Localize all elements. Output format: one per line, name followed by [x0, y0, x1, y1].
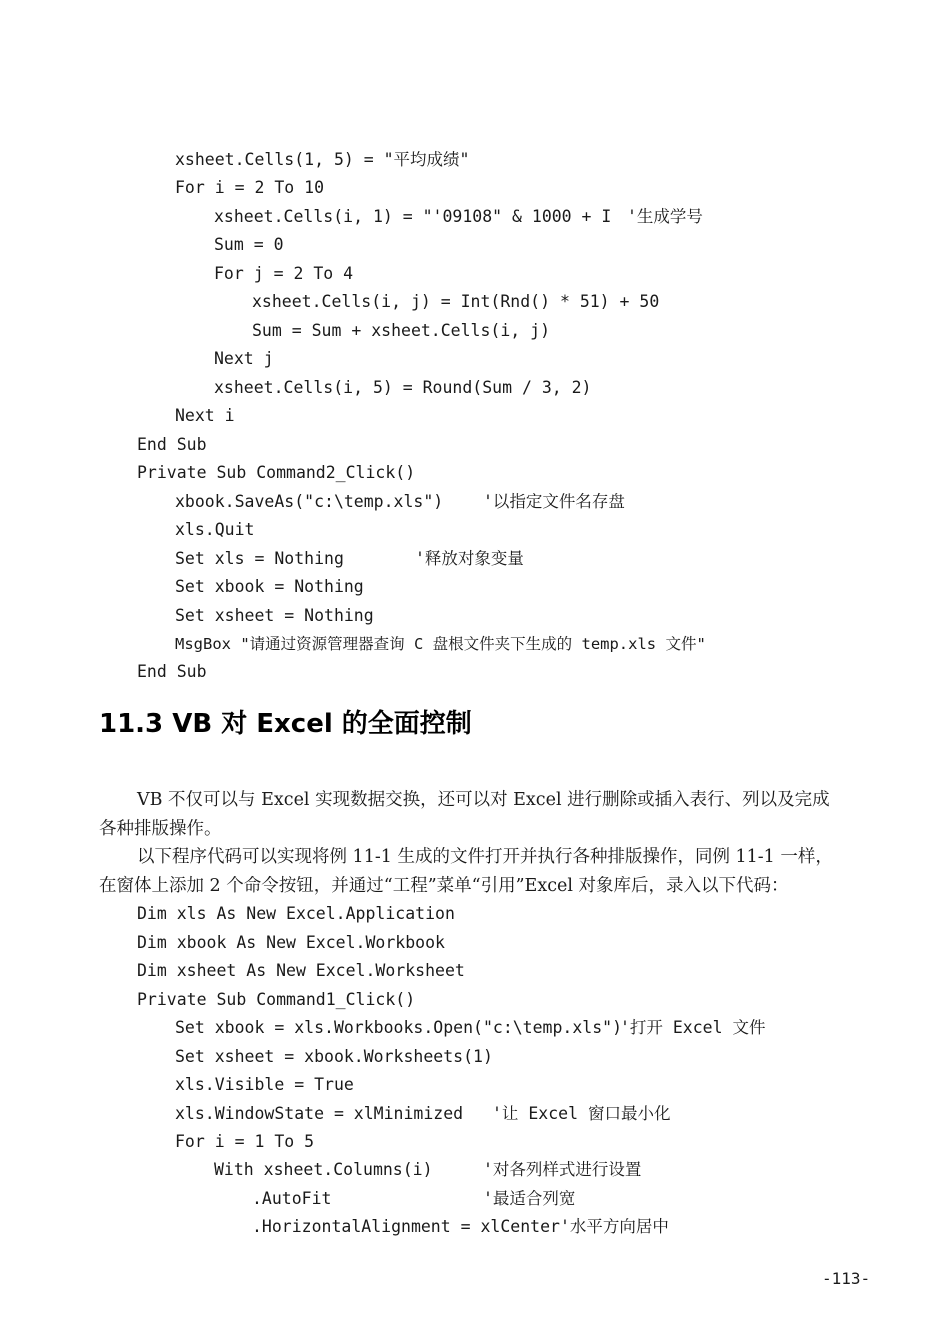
code-comment: '让 Excel 窗口最小化 [492, 1104, 671, 1123]
code-line: Dim xsheet As New Excel.Worksheet [137, 961, 465, 980]
code-comment: '释放对象变量 [415, 549, 524, 568]
code-line: Set xsheet = xbook.Worksheets(1) [175, 1047, 493, 1066]
code-line: xsheet.Cells(i, 5) = Round(Sum / 3, 2) [214, 378, 592, 397]
section-heading: 11.3 VB 对 Excel 的全面控制 [99, 709, 472, 739]
page-number: -113- [822, 1269, 871, 1288]
paragraph-line: 各种排版操作。 [99, 819, 222, 839]
code-line: xbook.SaveAs("c:\temp.xls") [175, 492, 444, 511]
code-line: For i = 2 To 10 [175, 178, 325, 197]
code-line: With xsheet.Columns(i) [214, 1160, 433, 1179]
code-line: End Sub [137, 435, 207, 454]
code-line: For j = 2 To 4 [214, 264, 354, 283]
code-line: Private Sub Command2_Click() [137, 463, 416, 482]
code-line: Dim xbook As New Excel.Workbook [137, 933, 445, 952]
code-line: Dim xls As New Excel.Application [137, 904, 455, 923]
paragraph-line: VB 不仅可以与 Excel 实现数据交换，还可以对 Excel 进行删除或插入表行、列以及完成 [137, 790, 830, 810]
code-line: xsheet.Cells(i, 1) = "'09108" & 1000 + I [214, 207, 612, 226]
code-comment: '对各列样式进行设置 [483, 1160, 642, 1179]
code-line: xsheet.Cells(1, 5) = "平均成绩" [175, 150, 470, 169]
paragraph-line: 以下程序代码可以实现将例 11-1 生成的文件打开并执行各种排版操作，同例 11-1 一样， [137, 847, 833, 867]
code-comment: '水平方向居中 [560, 1217, 669, 1236]
code-line: .AutoFit [252, 1189, 332, 1208]
code-comment: '以指定文件名存盘 [483, 492, 625, 511]
code-line: xls.WindowState = xlMinimized [175, 1104, 464, 1123]
code-line: Sum = 0 [214, 235, 284, 254]
code-line: End Sub [137, 662, 207, 681]
code-line: Set xsheet = Nothing [175, 606, 374, 625]
code-line: Private Sub Command1_Click() [137, 990, 416, 1009]
code-line: Next j [214, 349, 274, 368]
code-line: xsheet.Cells(i, j) = Int(Rnd() * 51) + 50 [252, 292, 660, 311]
code-line: Set xbook = xls.Workbooks.Open("c:\temp.xls") [175, 1018, 623, 1037]
code-line: Next i [175, 406, 235, 425]
code-comment: '最适合列宽 [483, 1189, 576, 1208]
code-line: xls.Quit [175, 520, 255, 539]
code-line: xls.Visible = True [175, 1075, 354, 1094]
paragraph-line: 在窗体上添加 2 个命令按钮，并通过“工程”菜单“引用”Excel 对象库后，录入以下代码： [99, 876, 789, 896]
code-line: MsgBox "请通过资源管理器查询 C 盘根文件夹下生成的 temp.xls 文件" [175, 635, 706, 653]
code-line: Set xls = Nothing [175, 549, 344, 568]
code-line: Sum = Sum + xsheet.Cells(i, j) [252, 321, 551, 340]
code-comment: '生成学号 [627, 207, 703, 226]
code-line: .HorizontalAlignment = xlCenter [252, 1217, 560, 1236]
code-line: For i = 1 To 5 [175, 1132, 315, 1151]
code-comment: '打开 Excel 文件 [620, 1018, 766, 1037]
code-line: Set xbook = Nothing [175, 577, 364, 596]
